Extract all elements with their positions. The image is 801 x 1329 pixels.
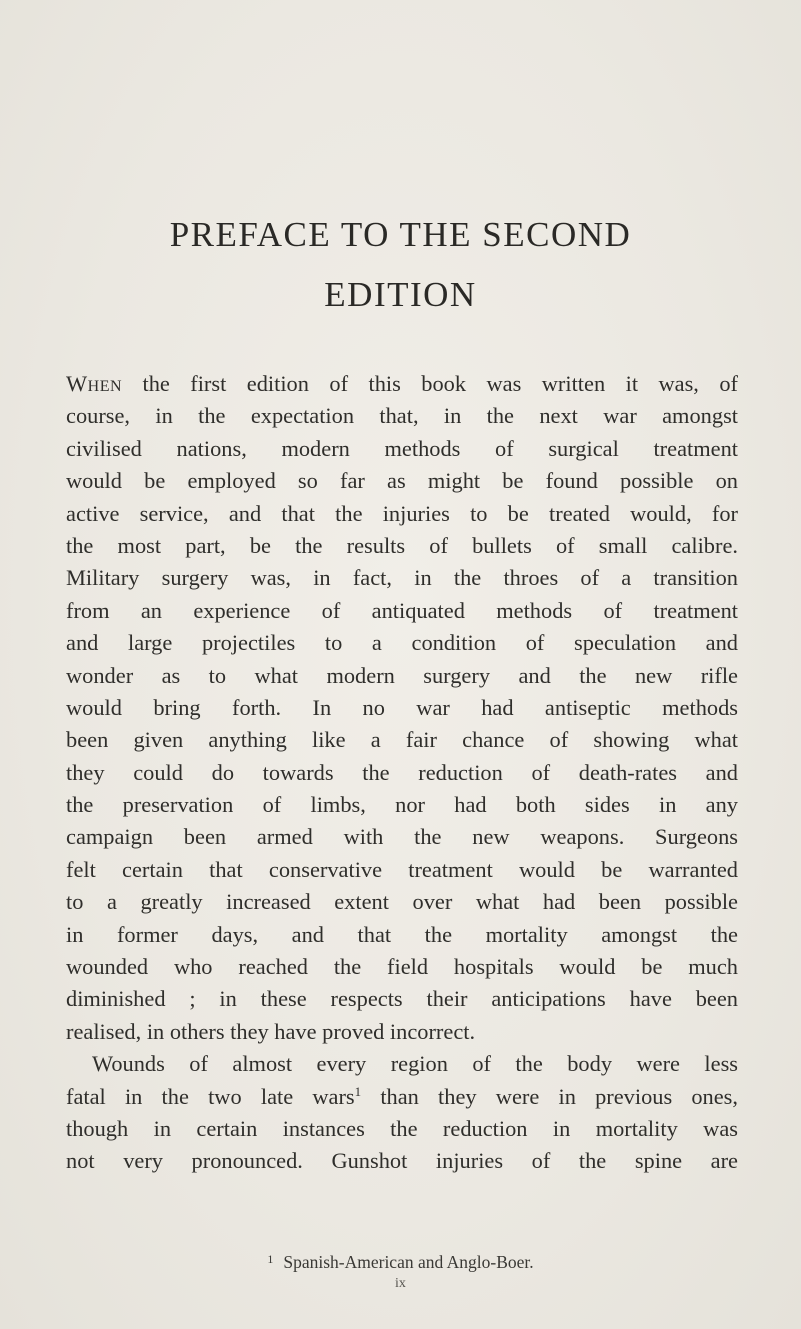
footnote-number: 1 — [267, 1252, 274, 1266]
body-line: felt certain that conservative treatment would be warranted — [66, 856, 738, 882]
body-line: to a greatly increased extent over what had been possible — [66, 889, 738, 915]
body-line: active service, and that the injuries to be treated would, for — [66, 500, 738, 526]
page-title-line-2: EDITION — [324, 275, 477, 314]
body-line: course, in the expectation that, in the next war amongst — [66, 403, 738, 429]
body-line: been given anything like a fair chance of showing what — [66, 727, 738, 753]
body-line: would be employed so far as might be found possible on — [66, 468, 738, 494]
body-line: Military surgery was, in fact, in the throes of a transition — [66, 565, 738, 591]
footnote-reference[interactable]: 1 — [354, 1083, 362, 1099]
body-line: though in certain instances the reduction in mortality was — [66, 1115, 738, 1141]
body-line: diminished ; in these respects their anticipations have been — [66, 986, 738, 1012]
body-line-text: than they were in previous ones, — [361, 1083, 738, 1109]
lead-word: When — [66, 371, 123, 396]
page-number: ix — [395, 1276, 406, 1291]
body-line — [66, 368, 738, 400]
body-line: they could do towards the reduction of death-rates and — [66, 759, 738, 785]
body-line-text: the first edition of this book was written it was, of — [122, 371, 738, 396]
body-line: the preservation of limbs, nor had both sides in any — [66, 792, 738, 818]
footnote — [0, 1253, 801, 1272]
body-line — [66, 1081, 738, 1113]
body-line-paragraph-end: realised, in others they have proved incorrect. — [66, 1018, 476, 1044]
body-line: and large projectiles to a condition of speculation and — [66, 630, 738, 656]
body-line: wonder as to what modern surgery and the new rifle — [66, 662, 738, 688]
body-line: from an experience of antiquated methods of treatment — [66, 597, 738, 623]
preface-body — [66, 368, 738, 1178]
body-line: Wounds of almost every region of the body were less — [92, 1051, 738, 1077]
body-line: would bring forth. In no war had antiseptic methods — [66, 694, 738, 720]
body-line: campaign been armed with the new weapons. Surgeons — [66, 824, 738, 850]
body-line: civilised nations, modern methods of surgical treatment — [66, 435, 738, 461]
body-line: in former days, and that the mortality amongst the — [66, 921, 738, 947]
body-line-text: fatal in the two late wars — [66, 1083, 355, 1109]
footnote-text: Spanish-American and Anglo-Boer. — [283, 1252, 534, 1272]
body-line: the most part, be the results of bullets of small calibre. — [66, 532, 738, 558]
page-title-line-1: PREFACE TO THE SECOND — [169, 215, 632, 254]
body-line: not very pronounced. Gunshot injuries of the spine are — [66, 1148, 738, 1174]
body-line: wounded who reached the field hospitals would be much — [66, 954, 738, 980]
